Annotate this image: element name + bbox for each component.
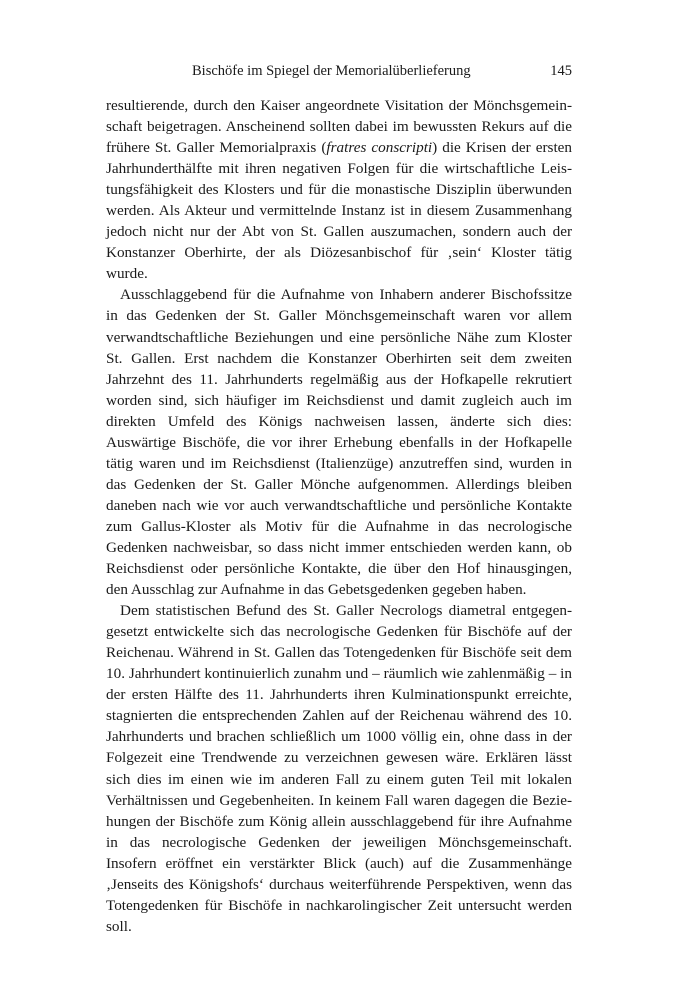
page-number: 145 xyxy=(550,63,572,79)
paragraph-1-start: resultierende, durch den Kaiser angeordnete Visitation der Mönchsgemeinschaft beigetragen. Anscheinend sollten dabei im bewussten Rekurs auf die frühere St. Galler Memorialpraxis ( xyxy=(106,97,572,157)
running-title: Bischöfe im Spiegel der Memorialüberlieferung xyxy=(192,63,471,79)
paragraph-3: Dem statistischen Befund des St. Galler Necrologs diametral entgegengesetzt entwickelte sich das necrologische Gedenken für Bischöfe auf der Reichenau. Während in St. Gallen das Totengedenken für Bischöfe seit dem 10. Jahrhundert kontinuierlich zunahm und – räumlich wie zahlenmäßig – in der ersten Hälfte des 11. Jahrhunderts ihren Kulminationspunkt erreichte, stagnierten die entsprechenden Zahlen auf der Reichenau während des 10. Jahrhunderts und brachen schließlich um 1000 völlig ein, ohne dass in der Folgezeit eine Trendwende zu verzeichnen gewesen wäre. Erklären lässt sich dies im einen wie im anderen Fall zu einem guten Teil mit lokalen Verhältnissen und Gegebenheiten. In keinem Fall waren dagegen die Beziehungen der Bischöfe zum König allein ausschlaggebend für ihre Aufnahme in das necrologische Gedenken der jeweiligen Mönchsgemeinschaft. Insofern eröffnet ein verstärkter Blick (auch) auf die Zusammenhänge ‚Jenseits des Königshofs‘ durchaus weiterführende Perspektiven, wenn das Totengedenken für Bischöfe in nachkarolingischer Zeit untersucht werden soll. xyxy=(106,602,572,935)
paragraph-1-end: ) die Krisen der ersten Jahrhunderthälfte mit ihren negativen Folgen für die wirtschaftliche Leistungsfähigkeit des Klosters und für die monastische Disziplin überwunden werden. Als Akteur und vermittelnde Instanz ist in diesem Zusammenhang jedoch nicht nur der Abt von St. Gallen auszumachen, sondern auch der Konstanzer Oberhirte, der als Diözesanbischof für ‚sein‘ Kloster tätig wurde. xyxy=(106,139,572,283)
paragraph-1 xyxy=(106,95,572,284)
paragraph-2: Ausschlaggebend für die Aufnahme von Inhabern anderer Bischofssitze in das Gedenken der St. Galler Mönchsgemeinschaft waren vor allem verwandtschaftliche Beziehungen und eine persönliche Nähe zum Kloster St. Gallen. Erst nachdem die Konstanzer Oberhirten seit dem zweiten Jahrzehnt des 11. Jahrhunderts regelmäßig aus der Hofkapelle rekrutiert worden sind, sich häufiger im Reichsdienst und damit zugleich auch im direkten Umfeld des Königs nachweisen lassen, änderte sich dies: Auswärtige Bischöfe, die vor ihrer Erhebung ebenfalls in der Hofkapelle tätig waren und im Reichsdienst (Italienzüge) anzutreffen sind, wurden in das Gedenken der St. Galler Mönche aufgenommen. Allerdings bleiben daneben nach wie vor auch verwandtschaftliche und persönliche Kontakte zum Gallus-Kloster als Motiv für die Aufnahme in das necrologische Gedenken nachweisbar, so dass nicht immer entschieden werden kann, ob Reichsdienst oder persönliche Kontakte, die über den Hof hinausgingen, den Ausschlag zur Aufnahme in das Gebetsgedenken gegeben haben. xyxy=(106,286,572,599)
paragraph-1-italic-term: fratres conscripti xyxy=(326,139,433,157)
running-header xyxy=(106,62,572,80)
body-text xyxy=(106,95,572,937)
